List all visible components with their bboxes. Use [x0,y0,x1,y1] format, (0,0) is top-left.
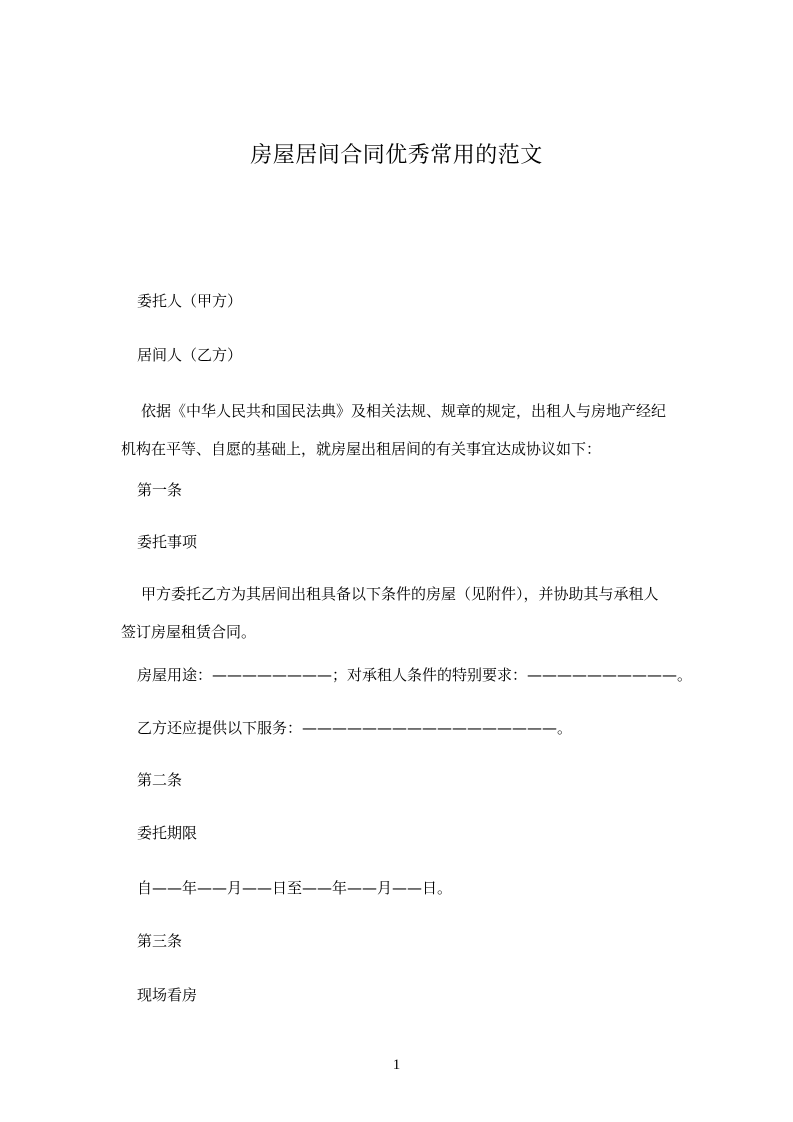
term-dates-line: 自——年——月——日至——年——月——日。 [137,879,453,897]
document-title: 房屋居间合同优秀常用的范文 [250,143,543,168]
party-b-line: 居间人（乙方） [137,346,243,364]
preamble-paragraph [121,401,715,459]
article-2-heading: 第二条 [137,771,183,789]
article-1-heading: 第一条 [137,481,183,499]
party-a-line: 委托人（甲方） [137,292,243,310]
additional-services-line: 乙方还应提供以下服务：—————————————————。 [137,719,573,737]
article-3-heading: 第三条 [137,932,183,950]
preamble-line-1: 依据《中华人民共和国民法典》及相关法规、规章的规定，出租人与房地产经纪 [141,402,667,420]
entrustment-line-1: 甲方委托乙方为其居间出租具备以下条件的房屋（见附件），并协助其与承租人 [141,585,659,603]
entrustment-line-2: 签订房屋租赁合同。 [121,623,257,641]
entrustment-paragraph [121,584,715,642]
article-3-title: 现场看房 [137,986,198,1004]
article-2-title: 委托期限 [137,824,198,842]
article-1-title: 委托事项 [137,533,198,551]
preamble-line-2: 机构在平等、自愿的基础上，就房屋出租居间的有关事宜达成协议如下： [121,440,602,458]
page-number: 1 [392,1057,401,1073]
house-use-line: 房屋用途：————————；对承租人条件的特别要求：——————————。 [137,666,693,684]
